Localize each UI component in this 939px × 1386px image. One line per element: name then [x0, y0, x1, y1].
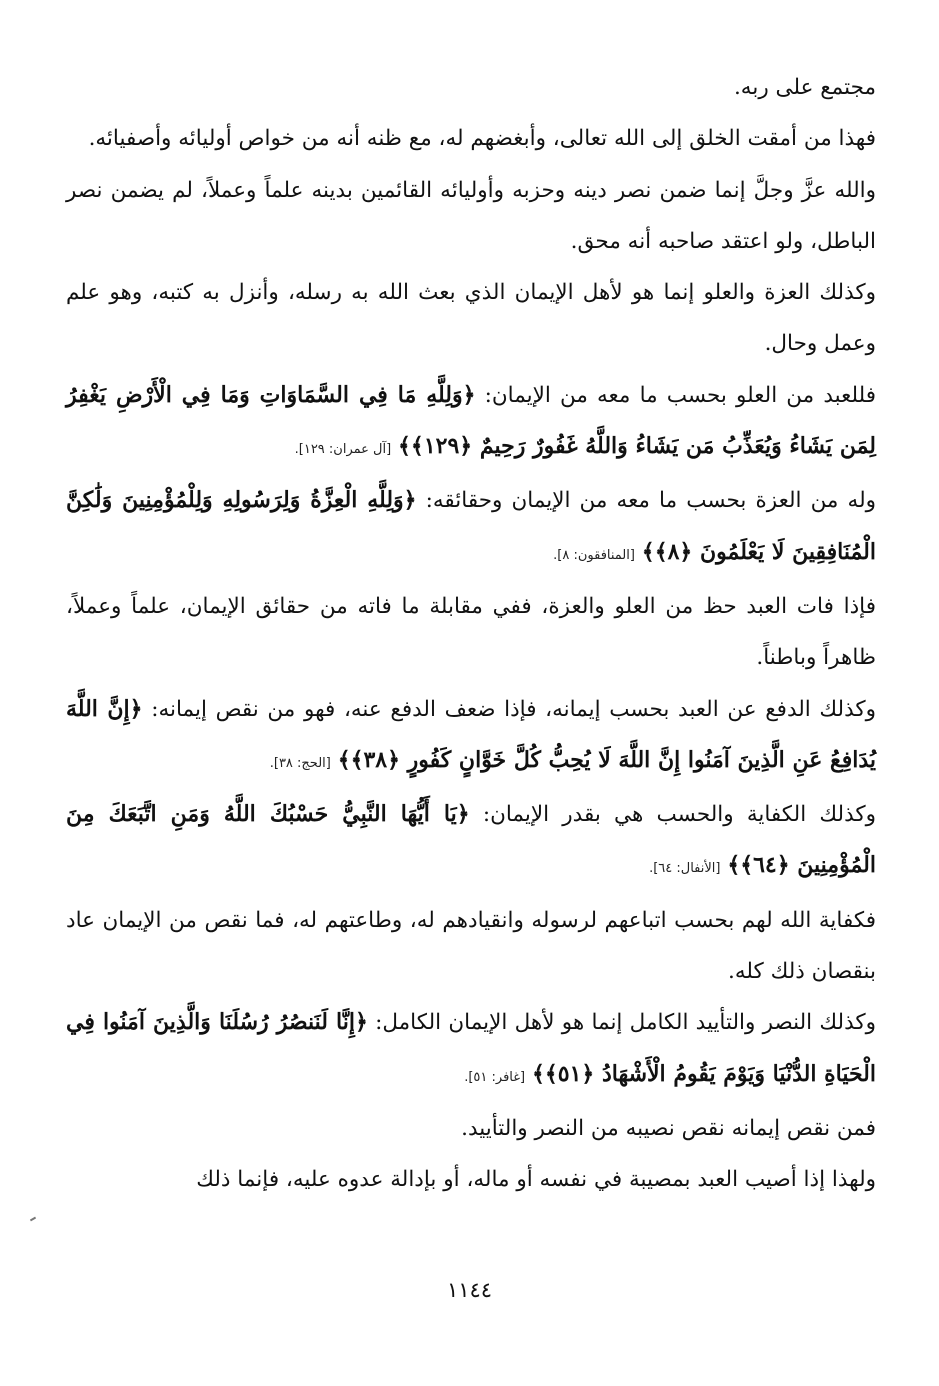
paragraph-7	[66, 581, 876, 684]
paragraph-8	[66, 684, 876, 790]
paragraph-13	[66, 1154, 876, 1205]
paragraph-text: فإذا فات العبد حظ من العلو والعزة، ففي مقابلة ما فاته من حقائق الإيمان، علماً وعملاً، ظاهراً وباطناً.	[66, 593, 876, 671]
verse-reference: [الحج: ٣٨].	[269, 755, 331, 771]
paragraph-12	[66, 1103, 876, 1154]
quran-verse: ﴿إِنَّا لَنَنصُرُ رُسُلَنَا وَالَّذِينَ آمَنُوا فِي الْحَيَاةِ الدُّنْيَا وَيَوْمَ يَقُومُ الْأَشْهَادُ ﴿٥١﴾﴾	[66, 1009, 876, 1087]
margin-mark	[30, 1217, 36, 1222]
paragraph-text: وكذلك الدفع عن العبد بحسب إيمانه، فإذا ضعف الدفع عنه، فهو من نقص إيمانه:	[151, 696, 876, 722]
quran-verse: ﴿يَا أَيُّهَا النَّبِيُّ حَسْبُكَ اللَّهُ وَمَنِ اتَّبَعَكَ مِنَ الْمُؤْمِنِينَ ﴿٦٤﴾﴾	[66, 801, 876, 879]
verse-reference: [آل عمران: ١٢٩].	[294, 442, 392, 458]
quran-verse: ﴿إِنَّ اللَّهَ يُدَافِعُ عَنِ الَّذِينَ آمَنُوا إِنَّ اللَّهَ لَا يُحِبُّ كُلَّ خَوَّانٍ كَفُورٍ ﴿٣٨﴾﴾	[66, 695, 876, 773]
body-text	[66, 62, 876, 1206]
paragraph-text: وله من العزة بحسب ما معه من الإيمان وحقائقه:	[425, 488, 877, 514]
paragraph-6	[66, 475, 876, 581]
page-number: ١١٤٤	[446, 1278, 493, 1302]
paragraph-9	[66, 789, 876, 895]
paragraph-text: وكذلك الكفاية والحسب هي بقدر الإيمان:	[482, 802, 876, 828]
verse-reference: [المنافقون: ٨].	[553, 547, 635, 563]
paragraph-3	[66, 165, 876, 268]
paragraph-text: وكذلك العزة والعلو إنما هو لأهل الإيمان الذي بعث الله به رسله، وأنزل به كتبه، وهو علم وعمل وحال.	[66, 280, 876, 357]
paragraph-2	[66, 113, 876, 164]
paragraph-text: فللعبد من العلو بحسب ما معه من الإيمان:	[484, 382, 876, 408]
verse-reference: [الأنفال: ٦٤].	[649, 861, 721, 877]
paragraph-1	[66, 62, 876, 113]
paragraph-10	[66, 895, 876, 998]
paragraph-text: والله عزَّ وجلَّ إنما ضمن نصر دينه وحزبه وأوليائه القائمين بدينه علماً وعملاً، لم يضمن نصر الباطل، ولو اعتقد صاحبه أنه محق.	[66, 177, 876, 254]
paragraph-text: فمن نقص إيمانه نقص نصيبه من النصر والتأييد.	[461, 1115, 876, 1141]
quran-verse: ﴿وَلِلَّهِ مَا فِي السَّمَاوَاتِ وَمَا فِي الْأَرْضِ يَغْفِرُ لِمَن يَشَاءُ وَيُعَذِّبُ مَن يَشَاءُ وَاللَّهُ غَفُورٌ رَحِيمٌ ﴿١٢٩﴾﴾	[66, 381, 876, 460]
paragraph-text: فكفاية الله لهم بحسب اتباعهم لرسوله وانقيادهم له، وطاعتهم له، فما نقص من الإيمان عاد بنقصان ذلك كله.	[66, 907, 876, 985]
paragraph-text: وكذلك النصر والتأييد الكامل إنما هو لأهل الإيمان الكامل:	[375, 1010, 876, 1036]
paragraph-11	[66, 997, 876, 1103]
paragraph-text: ولهذا إذا أصيب العبد بمصيبة في نفسه أو ماله، أو بإدالة عدوه عليه، فإنما ذلك	[196, 1167, 876, 1193]
verse-reference: [غافر: ٥١].	[464, 1069, 526, 1085]
paragraph-5	[66, 370, 876, 476]
paragraph-text: مجتمع على ربه.	[733, 75, 876, 100]
paragraph-text: فهذا من أمقت الخلق إلى الله تعالى، وأبغضهم له، مع ظنه أنه من خواص أوليائه وأصفيائه.	[88, 126, 876, 152]
quran-verse: ﴿وَلِلَّهِ الْعِزَّةُ وَلِرَسُولِهِ وَلِلْمُؤْمِنِينَ وَلَٰكِنَّ الْمُنَافِقِينَ لَا يَعْلَمُونَ ﴿٨﴾﴾	[66, 487, 876, 565]
paragraph-4	[66, 267, 876, 370]
